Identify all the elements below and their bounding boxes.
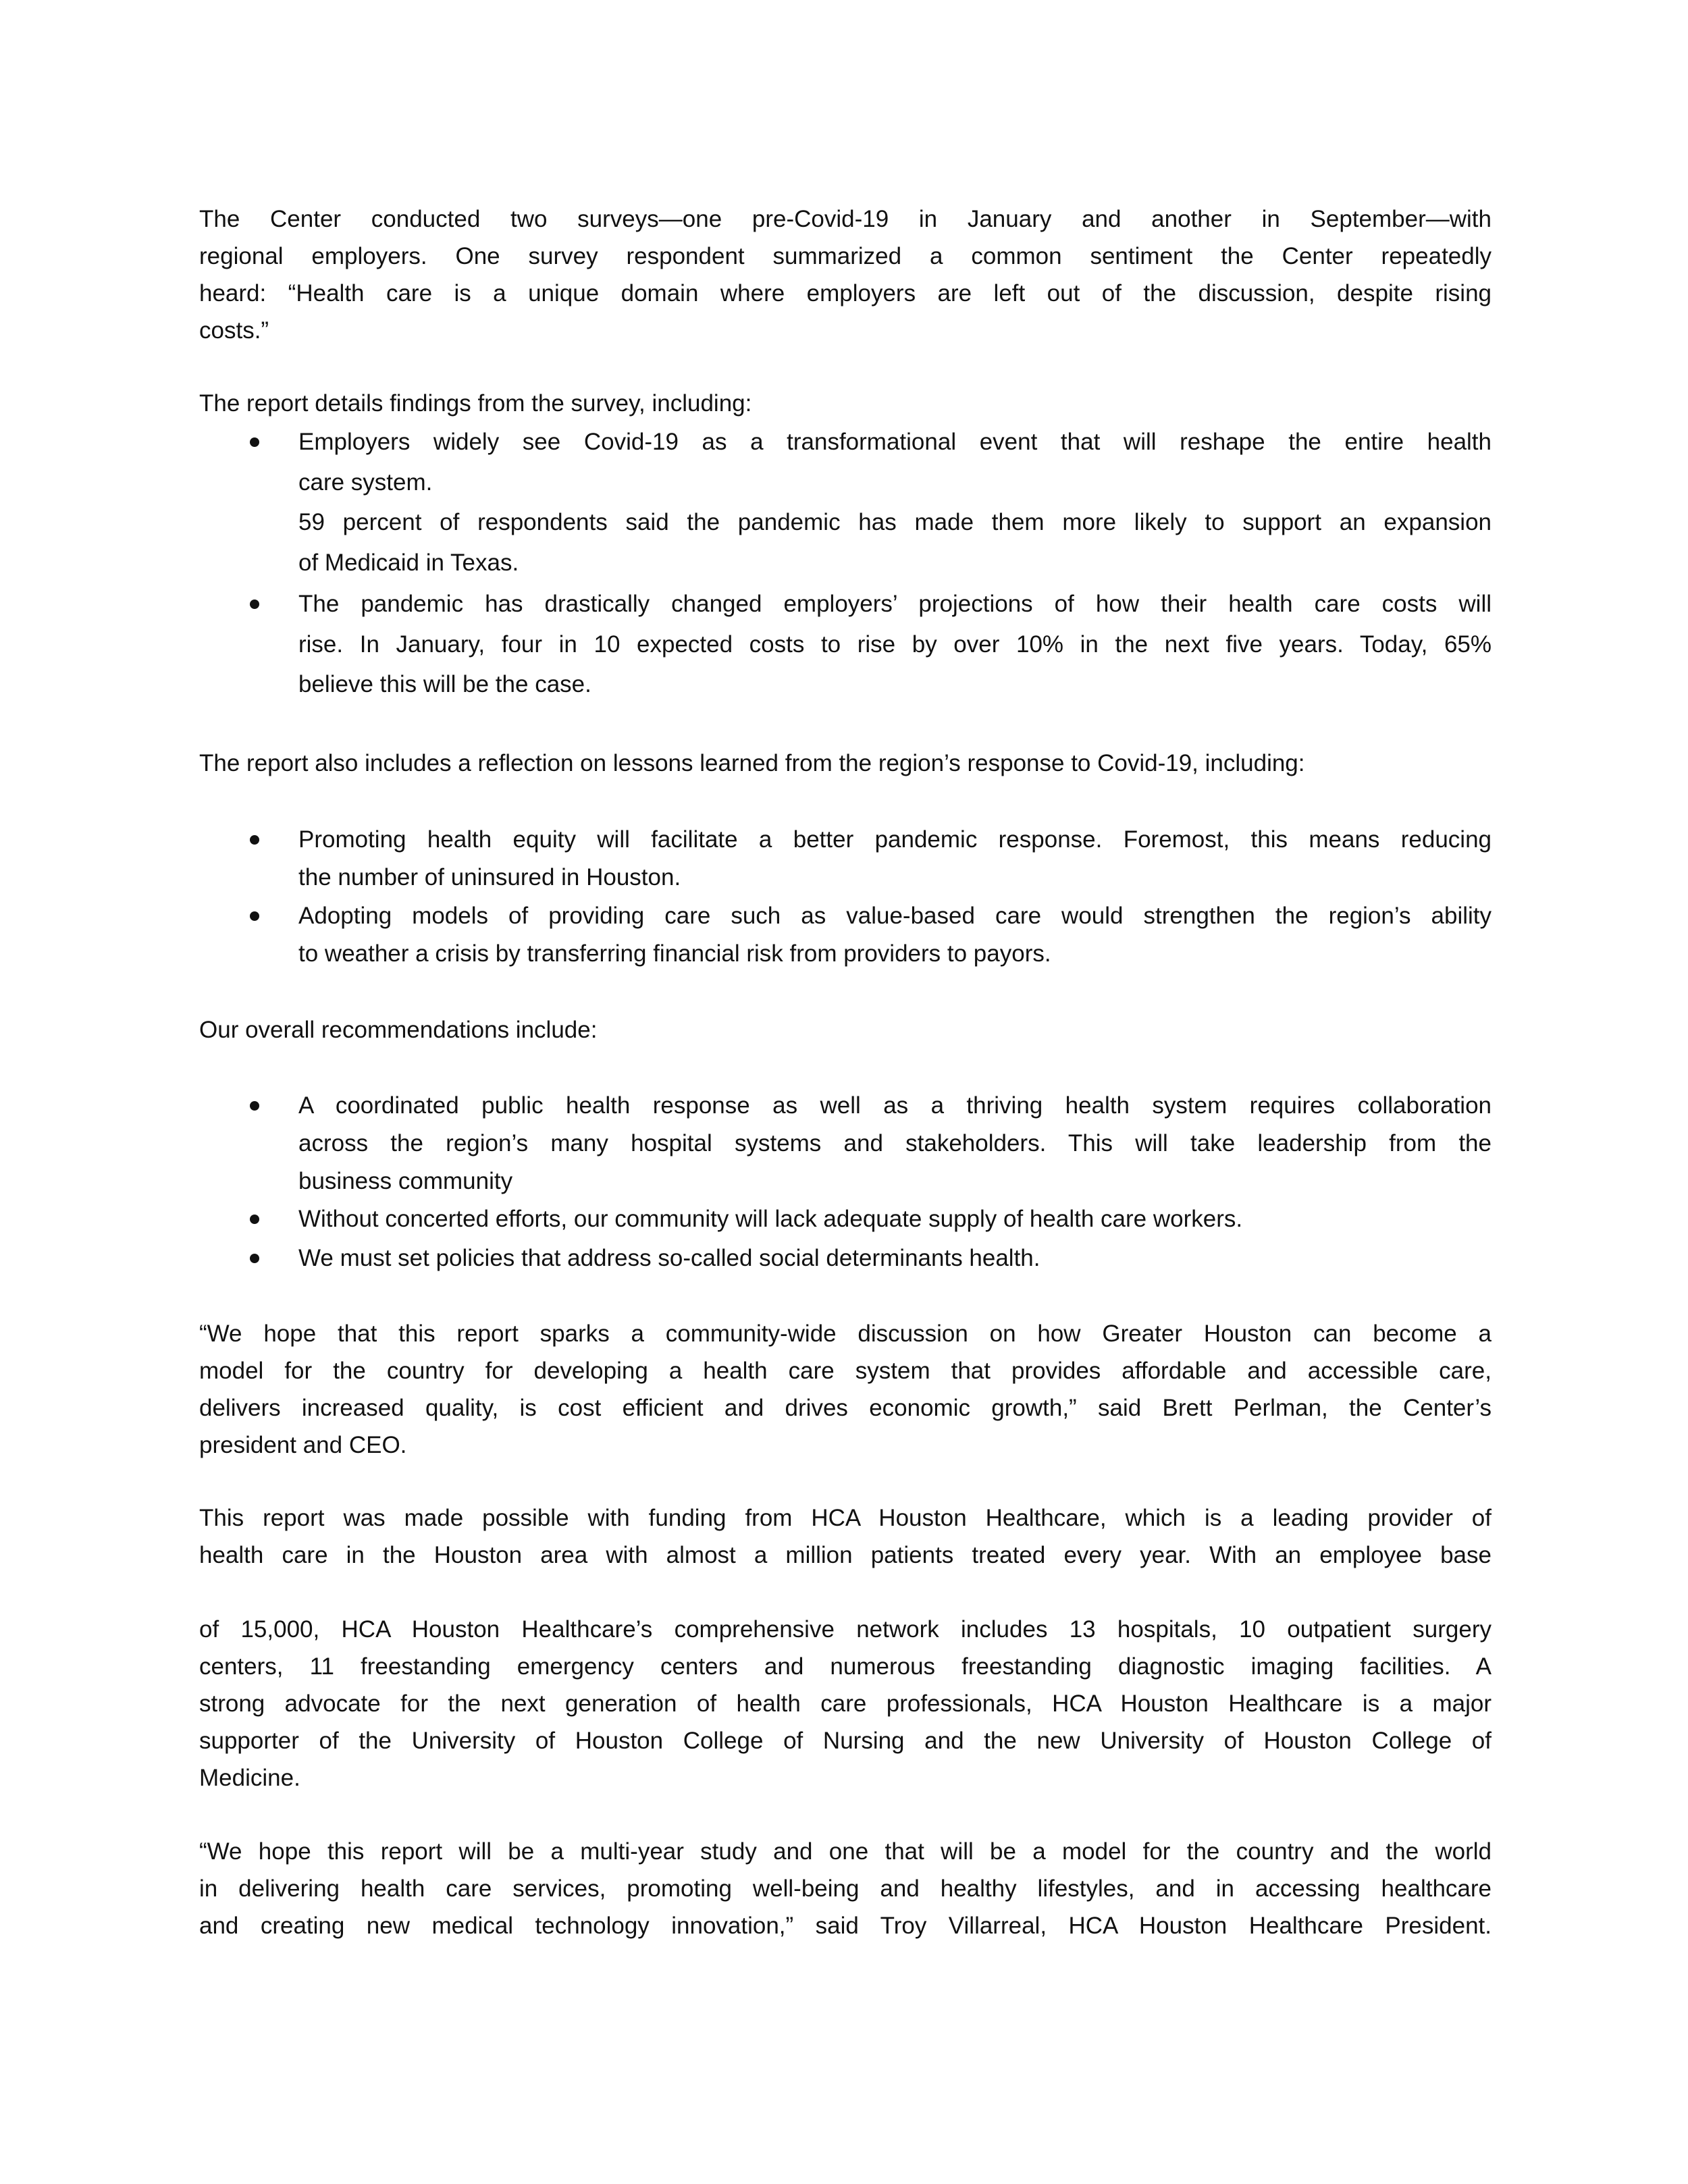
text-line: model for the country for developing a health care system that provides affordable and accessible care, bbox=[199, 1358, 1492, 1384]
text-line: in delivering health care services, promoting well-being and healthy lifestyles, and in accessing healthcare bbox=[199, 1875, 1492, 1902]
text-line: to weather a crisis by transferring financial risk from providers to payors. bbox=[298, 940, 1051, 967]
finding-item bbox=[298, 422, 1492, 583]
text-line: This report was made possible with funding from HCA Houston Healthcare, which is a leading provider of bbox=[199, 1505, 1492, 1531]
text-line: president and CEO. bbox=[199, 1432, 407, 1458]
paragraph-hca-network bbox=[199, 1611, 1492, 1796]
text-line: believe this will be the case. bbox=[298, 671, 591, 697]
bullet-icon bbox=[250, 911, 259, 921]
bullet-icon bbox=[250, 1254, 259, 1263]
paragraph-recommendations-intro bbox=[199, 1011, 1492, 1048]
text-line: Employers widely see Covid-19 as a transformational event that will reshape the entire health bbox=[298, 429, 1492, 455]
text-line: The report details findings from the survey, including: bbox=[199, 390, 752, 417]
paragraph-funding bbox=[199, 1499, 1492, 1574]
bullet-icon bbox=[250, 1101, 259, 1111]
recommendation-item bbox=[298, 1200, 1492, 1238]
lesson-item bbox=[298, 897, 1492, 973]
text-line: delivers increased quality, is cost efficient and drives economic growth,” said Brett Perlman, the Center’s bbox=[199, 1395, 1492, 1421]
quote-perlman bbox=[199, 1315, 1492, 1464]
paragraph-findings-intro bbox=[199, 385, 1492, 422]
text-line: health care in the Houston area with almost a million patients treated every year. With an employee base bbox=[199, 1542, 1492, 1568]
text-line: Medicine. bbox=[199, 1765, 300, 1791]
bullet-icon bbox=[250, 1215, 259, 1224]
text-line: “We hope this report will be a multi-year study and one that will be a model for the country and the world bbox=[199, 1838, 1492, 1865]
text-line: A coordinated public health response as well as a thriving health system requires collaboration bbox=[298, 1092, 1492, 1119]
text-line: regional employers. One survey respondent summarized a common sentiment the Center repeatedly bbox=[199, 243, 1492, 269]
recommendation-item bbox=[298, 1240, 1492, 1277]
text-line: the number of uninsured in Houston. bbox=[298, 864, 681, 890]
text-line: supporter of the University of Houston College of Nursing and the new University of Houston College of bbox=[199, 1728, 1492, 1754]
text-line: We must set policies that address so-called social determinants health. bbox=[298, 1245, 1040, 1271]
text-line: Without concerted efforts, our community will lack adequate supply of health care workers. bbox=[298, 1206, 1243, 1232]
text-line: of 15,000, HCA Houston Healthcare’s comprehensive network includes 13 hospitals, 10 outpatient surgery bbox=[199, 1616, 1492, 1643]
paragraph-surveys bbox=[199, 201, 1492, 349]
text-line: and creating new medical technology innovation,” said Troy Villarreal, HCA Houston Healthcare President. bbox=[199, 1913, 1492, 1939]
text-line: Promoting health equity will facilitate a better pandemic response. Foremost, this means reducing bbox=[298, 826, 1492, 853]
text-line: across the region’s many hospital systems and stakeholders. This will take leadership from the bbox=[298, 1130, 1492, 1156]
bullet-icon bbox=[250, 437, 259, 447]
text-line: The pandemic has drastically changed employers’ projections of how their health care costs will bbox=[298, 591, 1492, 617]
bullet-icon bbox=[250, 600, 259, 609]
quote-villarreal bbox=[199, 1833, 1492, 1944]
text-line: The report also includes a reflection on lessons learned from the region’s response to Covid-19, including: bbox=[199, 750, 1305, 776]
finding-item bbox=[298, 584, 1492, 705]
text-line: “We hope that this report sparks a community-wide discussion on how Greater Houston can become a bbox=[199, 1321, 1492, 1347]
text-line: of Medicaid in Texas. bbox=[298, 549, 519, 576]
text-line: Adopting models of providing care such as value-based care would strengthen the region’s ability bbox=[298, 903, 1492, 929]
text-line: rise. In January, four in 10 expected costs to rise by over 10% in the next five years. Today, 65% bbox=[298, 631, 1492, 658]
text-line: centers, 11 freestanding emergency centers and numerous freestanding diagnostic imaging facilities. A bbox=[199, 1653, 1492, 1680]
recommendation-item bbox=[298, 1087, 1492, 1200]
text-line: heard: “Health care is a unique domain where employers are left out of the discussion, despite rising bbox=[199, 280, 1492, 307]
text-line: The Center conducted two surveys—one pre-Covid-19 in January and another in September—with bbox=[199, 206, 1492, 232]
text-line: strong advocate for the next generation of health care professionals, HCA Houston Healthcare is a major bbox=[199, 1690, 1492, 1717]
text-line: care system. bbox=[298, 469, 433, 496]
lesson-item bbox=[298, 821, 1492, 897]
text-line: costs.” bbox=[199, 317, 269, 344]
text-line: Our overall recommendations include: bbox=[199, 1017, 598, 1043]
paragraph-lessons-intro bbox=[199, 745, 1492, 782]
text-line: 59 percent of respondents said the pandemic has made them more likely to support an expansion bbox=[298, 509, 1492, 535]
bullet-icon bbox=[250, 835, 259, 845]
text-line: business community bbox=[298, 1168, 513, 1194]
